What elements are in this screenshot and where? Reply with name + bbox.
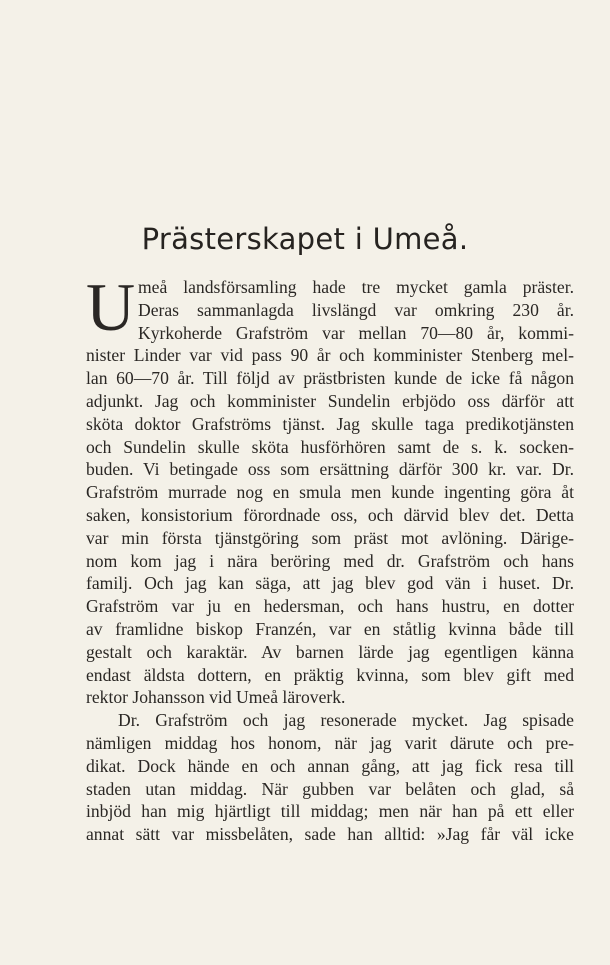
text-line: annat sätt var missbelåten, sade han alltid: »Jag får väl icke <box>86 824 574 845</box>
text-line: Deras sammanlagda livslängd var omkring 230 år. <box>138 299 574 320</box>
text-line: saken, konsistorium förordnade oss, och därvid blev det. Detta <box>86 504 574 525</box>
text-line: rektor Johansson vid Umeå läroverk. <box>86 687 346 708</box>
text-line: Dr. Grafström och jag resonerade mycket. Jag spisade <box>118 710 574 731</box>
text-line: dikat. Dock hände en och annan gång, att jag fick resa till <box>86 755 574 776</box>
text-line: lan 60—70 år. Till följd av prästbristen kunde de icke få någon <box>86 368 574 389</box>
text-line: gestalt och karaktär. Av barnen lärde jag egentligen känna <box>86 641 574 662</box>
body-text <box>86 269 574 846</box>
text-line: Grafström var ju en hedersman, och hans hustru, en dotter <box>86 596 574 617</box>
text-line: meå landsförsamling hade tre mycket gamla präster. <box>138 277 574 297</box>
text-line: staden utan middag. När gubben var belåten och glad, så <box>86 778 574 799</box>
drop-cap: U <box>86 269 136 345</box>
text-line: adjunkt. Jag och komminister Sundelin erbjödo oss därför att <box>86 390 574 411</box>
text-line: Kyrkoherde Grafström var mellan 70—80 år, kommi- <box>138 322 574 343</box>
text-line: buden. Vi betingade oss som ersättning därför 300 kr. var. Dr. <box>86 459 574 480</box>
text-line: Grafström murrade nog en smula men kunde ingenting göra åt <box>86 482 574 503</box>
text-line: endast äldsta dottern, en präktig kvinna, som blev gift med <box>86 664 574 685</box>
text-line: familj. Och jag kan säga, att jag blev god vän i huset. Dr. <box>86 573 574 594</box>
text-line: sköta doktor Grafströms tjänst. Jag skulle taga predikotjänsten <box>86 413 574 434</box>
chapter-title: Prästerskapet i Umeå. <box>141 222 469 256</box>
text-line: nister Linder var vid pass 90 år och komminister Stenberg mel- <box>86 345 574 366</box>
text-line: var min första tjänstgöring som präst mot avlöning. Därige- <box>86 527 574 548</box>
text-line: och Sundelin skulle sköta husförhören samt de s. k. socken- <box>86 436 574 457</box>
text-line: av framlidne biskop Franzén, var en ståtlig kvinna både till <box>86 618 574 639</box>
text-line: inbjöd han mig hjärtligt till middag; men när han på ett eller <box>86 801 574 822</box>
text-line: nämligen middag hos honom, när jag varit därute och pre- <box>86 732 574 753</box>
text-line: nom kom jag i nära beröring med dr. Grafström och hans <box>86 550 574 571</box>
